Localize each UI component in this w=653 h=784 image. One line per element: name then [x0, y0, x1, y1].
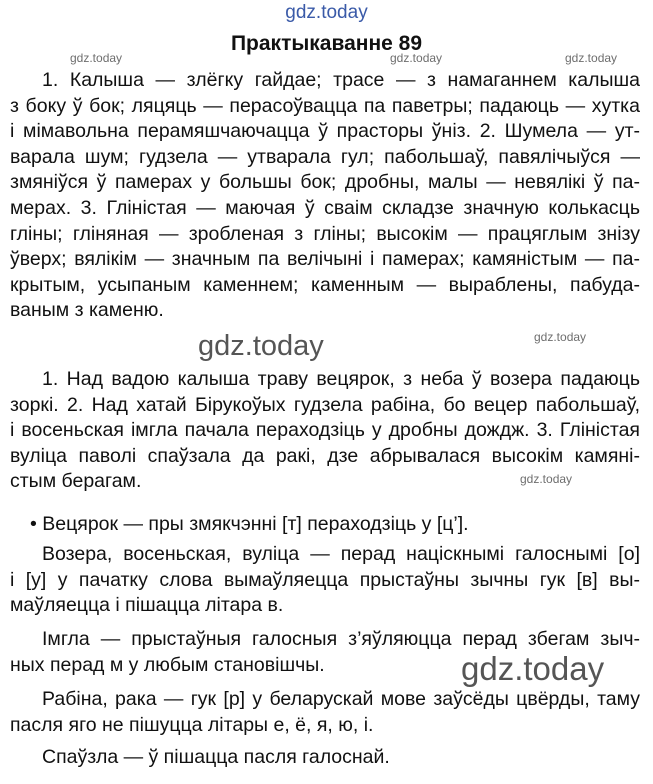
text-line: Імгла — прыстаўныя галосныя з’яўляюцца перад збегам зыч- — [42, 628, 640, 650]
text-line: крытым, усыпаным каменнем; каменным — выраблены, пабуда- — [10, 273, 640, 296]
answer-note-3 — [10, 627, 640, 678]
answer-note-2 — [10, 542, 640, 619]
text-line: ных перад м у любым становішчы. — [10, 653, 325, 676]
text-line: мерах. 3. Гліністая — маючая ў сваім складзе значную колькасць — [10, 196, 640, 219]
watermark-small: gdz.today — [520, 472, 573, 486]
text-line: і мімавольна перамяшчаючацца ў прасторы ўніз. 2. Шумела — ут- — [10, 120, 640, 143]
text-line: вуліца паволі спаўзала да ракі, дзе абрывалася высокім камяні- — [10, 444, 640, 467]
text-line: ваным з каменю. — [10, 299, 164, 322]
text-line: маўляецца і пішацца літара в. — [10, 594, 284, 617]
watermark-small: gdz.today — [565, 51, 618, 65]
text-line: зоркі. 2. Над хатай Бірукоўых гудзела рабіна, бо вецер пабольшаў, — [10, 393, 640, 416]
text-line: ўверх; вялікім — значным па велічыні і памерах; камяністым — па- — [10, 248, 640, 271]
page-title: Практыкаванне 89 — [230, 32, 423, 55]
watermark-small: gdz.today — [534, 330, 587, 344]
watermark-small: gdz.today — [390, 51, 443, 65]
text-line: пасля яго не пішуцца літары е, ё, я, ю, і. — [10, 713, 374, 736]
answer-paragraph-1 — [10, 68, 640, 324]
text-line: з боку ў бок; ляцяць — перасоўвацца па паветры; падаюць — хутка — [10, 94, 640, 117]
answer-paragraph-2 — [10, 367, 640, 495]
text-line: • Вецярок — пры змякчэнні [т] пераходзіць у [ц’]. — [30, 513, 469, 535]
text-line: Рабіна, рака — гук [р] у беларускай мове заўсёды цвёрды, таму — [42, 688, 640, 710]
watermark-large: gdz.today — [461, 650, 605, 687]
answer-note-5 — [10, 745, 640, 771]
text-line: стым берагам. — [10, 470, 142, 493]
text-line: 1. Калыша — злёгку гайдае; трасе — з намаганнем калыша — [42, 69, 640, 91]
text-line: Возера, восеньская, вуліца — перад націскнымі галоснымі [о] — [42, 543, 640, 565]
watermark-large: gdz.today — [198, 330, 324, 362]
watermark-small: gdz.today — [70, 51, 123, 65]
text-line: варала шум; гудзела — утварала гул; пабольшаў, павялічыўся — — [10, 145, 640, 168]
text-line: і восеньская імгла пачала пераходзіць у дробны дождж. 3. Гліністая — [10, 419, 640, 442]
watermark-top: gdz.today — [285, 2, 368, 23]
answer-note-4 — [10, 687, 640, 738]
text-line: гліны; гліняная — зробленая з гліны; высокім — працяглым знізу — [10, 222, 640, 245]
answer-note-1 — [10, 512, 640, 538]
text-line: Спаўзла — ў пішацца пасля галоснай. — [42, 746, 390, 768]
text-line: і [у] у пачатку слова вымаўляецца прыстаўны зычны гук [в] вы- — [10, 568, 640, 591]
text-line: змяніўся ў памерах у большы бок; дробны, малы — невялікі ў па- — [10, 171, 640, 194]
text-line: 1. Над вадою калыша траву вецярок, з неба ў возера падаюць — [42, 368, 640, 390]
